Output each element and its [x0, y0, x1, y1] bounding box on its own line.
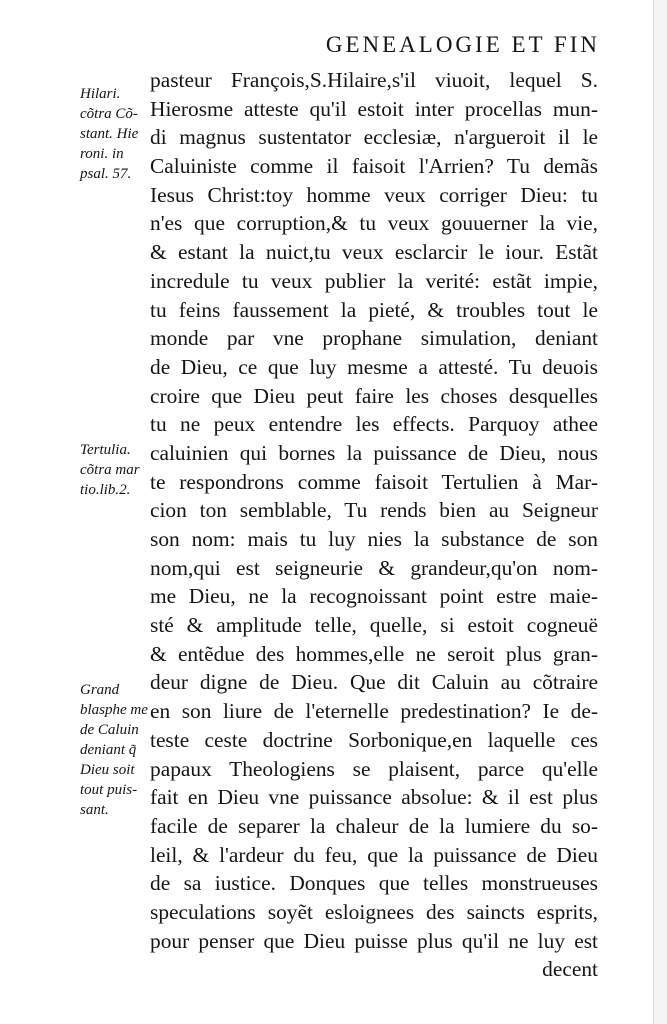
margin-note-line: de Caluin [80, 722, 139, 738]
text-line: me Dieu, ne la recognoissant point estre maie- [150, 584, 598, 609]
text-line: leil, & l'ardeur du feu, que la puissance de Dieu [150, 842, 598, 867]
text-line: de Dieu, ce que luy mesme a attesté. Tu deuois [150, 354, 598, 379]
margin-note-line: Grand [80, 682, 120, 698]
margin-note-line: sant. [80, 802, 109, 818]
text-line: & estant la nuict,tu veux esclarcir le iour. Estãt [150, 240, 598, 265]
margin-note-line: blasphe me [80, 702, 148, 718]
text-line: speculations soyẽt esloignees des saincts esprits, [150, 899, 598, 924]
margin-note-tertullian [80, 440, 152, 500]
catchword: decent [542, 957, 598, 982]
margin-note-line: cõtra Cõ- [80, 106, 138, 122]
text-line: croire que Dieu peut faire les choses desquelles [150, 383, 598, 408]
page-edge [653, 0, 667, 1024]
text-line: incredule tu veux publier la verité: estãt impie, [150, 268, 598, 293]
margin-note-line: tio.lib.2. [80, 482, 131, 498]
text-line: tu ne peux entendre les effects. Parquoy athee [150, 412, 598, 437]
text-line: fait en Dieu vne puissance absolue: & il est plus [150, 785, 598, 810]
text-line: Hierosme atteste qu'il estoit inter procellas mun- [150, 96, 598, 121]
text-line: de sa iustice. Donques que telles monstrueuses [150, 871, 598, 896]
text-line: en son liure de l'eternelle predestination? Ie de- [150, 699, 598, 724]
text-line: cion ton semblable, Tu rends bien au Seigneur [150, 498, 598, 523]
text-line: deur digne de Dieu. Que dit Caluin au cõtraire [150, 670, 598, 695]
text-line: n'es que corruption,& tu veux gouuerner la vie, [150, 211, 598, 236]
text-line: & entẽdue des hommes,elle ne seroit plus gran- [150, 641, 598, 666]
margin-note-line: Tertulia. [80, 442, 131, 458]
text-line: pour penser que Dieu puisse plus qu'il ne luy est [150, 928, 598, 953]
margin-note-line: roni. in [80, 146, 124, 162]
text-line: facile de separer la chaleur de la lumiere du so- [150, 813, 598, 838]
text-line: Iesus Christ:toy homme veux corriger Dieu: tu [150, 182, 598, 207]
text-line: son nom: mais tu luy nies la substance de son [150, 527, 598, 551]
margin-note-line: psal. 57. [80, 166, 132, 182]
margin-note-hilaire [80, 84, 152, 184]
margin-note-line: Dieu soit [80, 762, 135, 778]
text-line: pasteur François,S.Hilaire,s'il viuoit, lequel S. [150, 68, 598, 92]
text-line: nom,qui est seigneurie & grandeur,qu'on nom- [150, 555, 598, 580]
running-head: GENEALOGIE ET FIN [325, 32, 600, 57]
text-line: Caluiniste comme il faisoit l'Arrien? Tu demãs [150, 154, 598, 179]
text-line: di magnus sustentator ecclesiæ, n'argueroit il le [150, 125, 598, 150]
margin-note-line: Hilari. [80, 86, 121, 102]
text-line: tu feins faussement la pieté, & troubles tout le [150, 297, 598, 322]
text-line: sté & amplitude telle, quelle, si estoit cogneuë [150, 613, 598, 638]
margin-note-calvin [80, 680, 152, 820]
text-line: papaux Theologiens se plaisent, parce qu'elle [150, 756, 598, 781]
text-line: teste ceste doctrine Sorbonique,en laquelle ces [150, 727, 598, 752]
text-line: caluinien qui bornes la puissance de Dieu, nous [150, 440, 598, 465]
margin-note-line: stant. Hie [80, 126, 139, 142]
margin-note-line: deniant q̃ [80, 742, 137, 758]
margin-note-line: cõtra mar [80, 462, 140, 478]
text-line: monde par vne prophane simulation, deniant [150, 326, 598, 351]
body-text [150, 66, 598, 984]
margin-note-line: tout puis- [80, 782, 138, 798]
text-line: te respondrons comme faisoit Tertulien à Mar- [150, 469, 598, 494]
